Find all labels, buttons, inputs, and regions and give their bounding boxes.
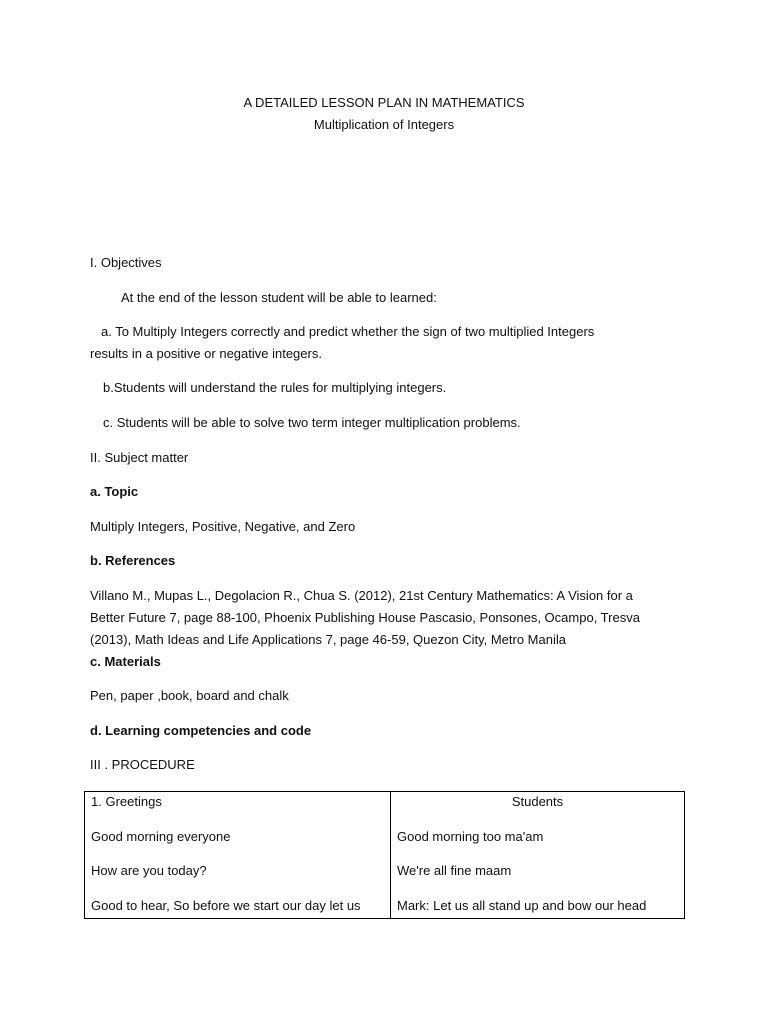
teacher-line: How are you today? [91, 863, 207, 878]
references-line1: Villano M., Mupas L., Degolacion R., Chua S. (2012), 21st Century Mathematics: A Vision for a [90, 588, 633, 603]
document-title: A DETAILED LESSON PLAN IN MATHEMATICS [243, 95, 525, 110]
table-row [85, 792, 685, 919]
objective-c: c. Students will be able to solve two term integer multiplication problems. [103, 415, 521, 430]
teacher-column [85, 792, 391, 919]
references-line2: Better Future 7, page 88-100, Phoenix Publishing House Pascasio, Ponsones, Ocampo, Tresva [90, 610, 640, 625]
procedure-table [84, 791, 685, 919]
topic-text: Multiply Integers, Positive, Negative, and Zero [90, 519, 356, 534]
topic-label: a. Topic [90, 484, 139, 499]
competencies-label: d. Learning competencies and code [90, 723, 312, 738]
teacher-line: Good to hear, So before we start our day let us [91, 897, 361, 913]
objective-b: b.Students will understand the rules for multiplying integers. [103, 380, 447, 395]
student-line: We're all fine maam [397, 863, 512, 878]
objective-a-line2: results in a positive or negative integers. [90, 346, 322, 361]
student-column-header: Students [511, 794, 564, 809]
objective-a-line1: a. To Multiply Integers correctly and predict whether the sign of two multiplied Integers [101, 324, 595, 339]
student-column [391, 792, 685, 919]
references-line3: (2013), Math Ideas and Life Applications 7, page 46-59, Quezon City, Metro Manila [90, 632, 566, 647]
materials-text: Pen, paper ,book, board and chalk [90, 688, 289, 703]
document-subtitle: Multiplication of Integers [313, 117, 455, 132]
materials-label: c. Materials [90, 654, 161, 669]
procedure-heading: III . PROCEDURE [90, 757, 195, 772]
teacher-line: Good morning everyone [91, 828, 231, 844]
student-line: Mark: Let us all stand up and bow our head [397, 897, 647, 913]
teacher-line: 1. Greetings [91, 794, 162, 809]
objectives-heading: I. Objectives [90, 255, 162, 270]
objectives-intro: At the end of the lesson student will be able to learned: [121, 290, 437, 305]
student-line: Good morning too ma'am [397, 828, 544, 844]
subject-matter-heading: II. Subject matter [90, 450, 189, 465]
references-label: b. References [90, 553, 176, 568]
